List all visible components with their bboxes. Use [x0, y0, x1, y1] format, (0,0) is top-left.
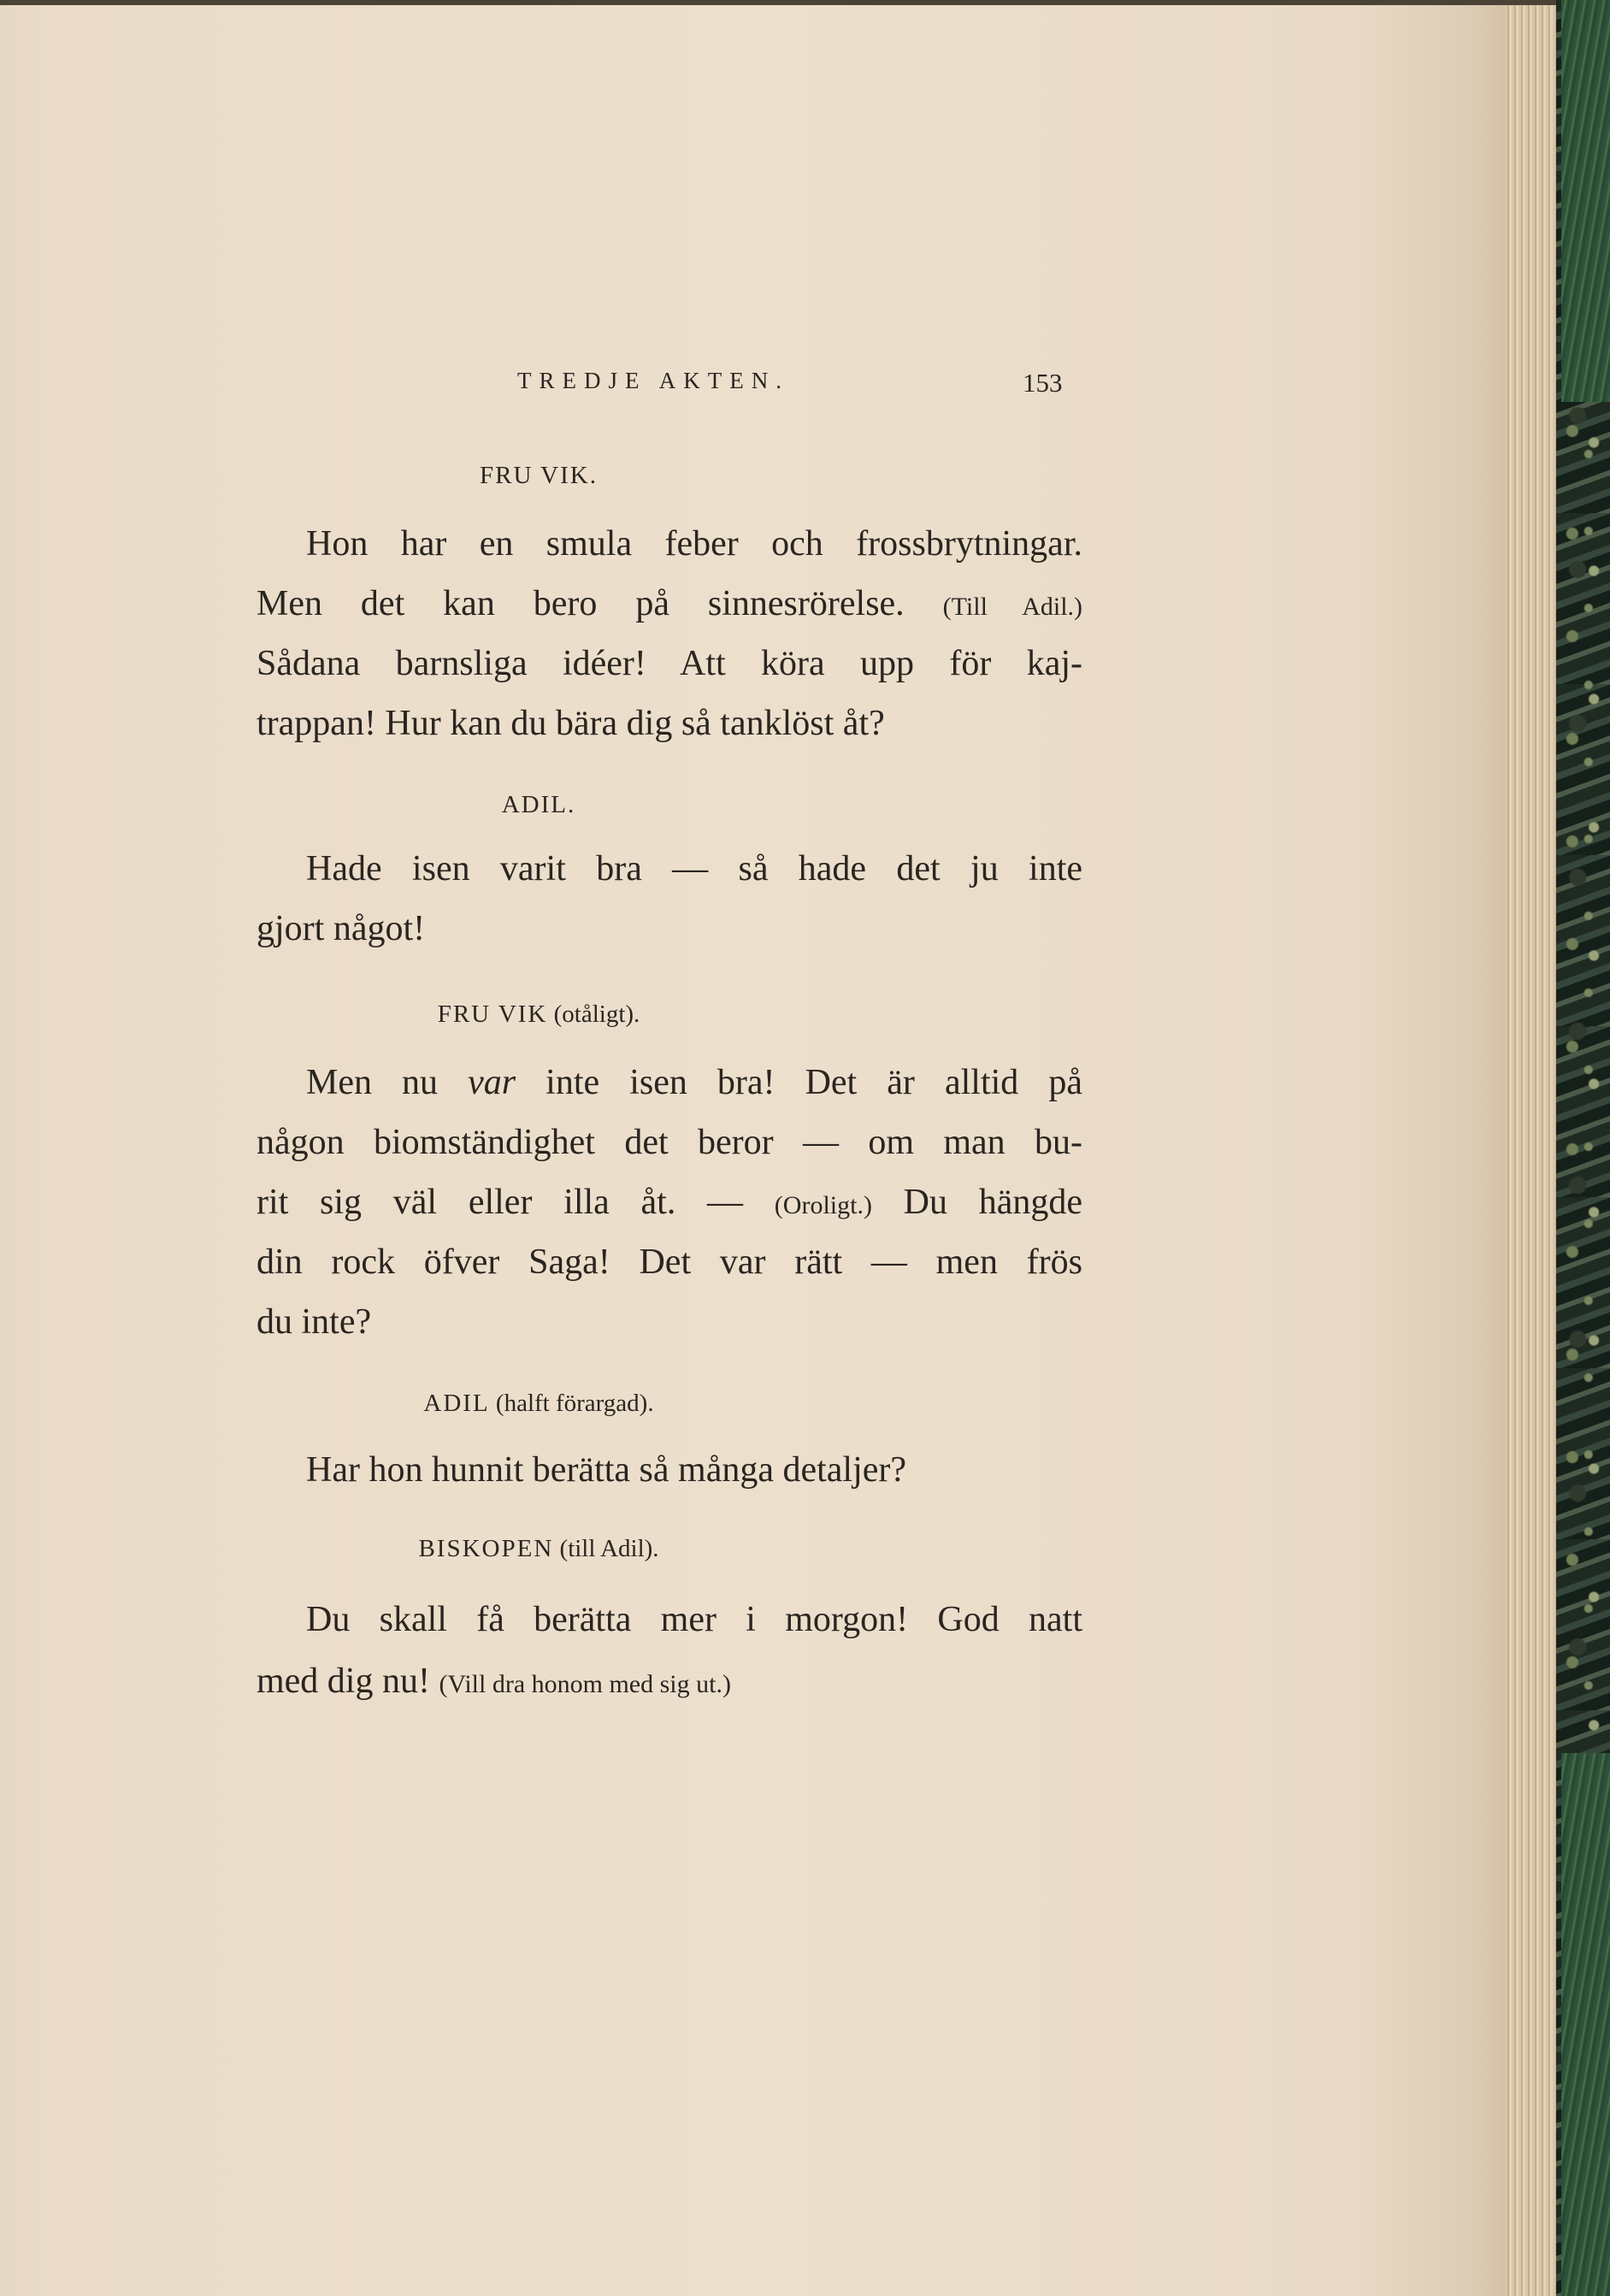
speaker-heading [0, 1535, 1077, 1563]
dialogue-line [306, 1065, 1082, 1101]
dialogue-text: med dig nu! [257, 1662, 439, 1701]
running-head: TREDJE AKTEN. [517, 368, 789, 393]
speaker-direction: (till Adil). [559, 1535, 659, 1562]
stage-direction: (Vill dra honom med sig ut.) [439, 1670, 731, 1698]
speaker-heading [0, 1000, 1077, 1029]
dialogue-text: inte isen bra! Det är alltid på [516, 1063, 1082, 1102]
dialogue-line [257, 1663, 1082, 1699]
cloth-spine-bottom [1561, 1753, 1610, 2296]
dialogue-line [257, 586, 1082, 622]
stage-direction: (Oroligt.) [774, 1191, 872, 1219]
dialogue-line: din rock öfver Saga! Det var rätt — men frös [257, 1242, 1082, 1282]
dialogue-text: Men nu [306, 1063, 469, 1102]
dialogue-line: Hade isen varit bra — så hade det ju inte [306, 849, 1082, 888]
speaker-heading [0, 462, 1077, 490]
dialogue-line: Har hon hunnit berätta så många detaljer? [306, 1450, 907, 1490]
dialogue-line: Hon har en smula feber och frossbrytningar. [306, 524, 1082, 564]
dialogue-line: någon biomständighet det beror — om man bu- [257, 1123, 1082, 1162]
dialogue-line: trappan! Hur kan du bära dig så tanklöst åt? [257, 704, 885, 743]
dialogue-line: du inte? [257, 1302, 372, 1342]
dialogue-line: Sådana barnsliga idéer! Att köra upp för kaj- [257, 644, 1082, 683]
stage-direction: (Till Adil.) [942, 593, 1083, 621]
dialogue-line: gjort något! [257, 909, 426, 948]
speaker-name: FRU VIK [437, 1000, 548, 1028]
page-edge [1505, 0, 1556, 2296]
page-number: 153 [1023, 368, 1063, 398]
dialogue-text: Men det kan bero på sinnesrörelse. [257, 584, 905, 623]
dialogue-text: rit sig väl eller illa åt. — [257, 1183, 775, 1222]
speaker-name: ADIL [423, 1390, 490, 1417]
speaker-direction: (otåligt). [553, 1000, 640, 1028]
speaker-direction: (halft förargad). [495, 1390, 654, 1417]
speaker-name: FRU VIK. [480, 462, 598, 489]
dialogue-text: Du hängde [871, 1183, 1082, 1222]
speaker-heading [0, 791, 1077, 819]
speaker-heading [0, 1390, 1077, 1418]
speaker-name: BISKOPEN [418, 1535, 554, 1562]
cloth-spine-top [1561, 0, 1610, 402]
dialogue-line: Du skall få berätta mer i morgon! God natt [306, 1600, 1082, 1639]
speaker-name: ADIL. [501, 791, 576, 818]
dialogue-line [257, 1184, 1082, 1220]
emphasis-text: var [468, 1063, 516, 1102]
